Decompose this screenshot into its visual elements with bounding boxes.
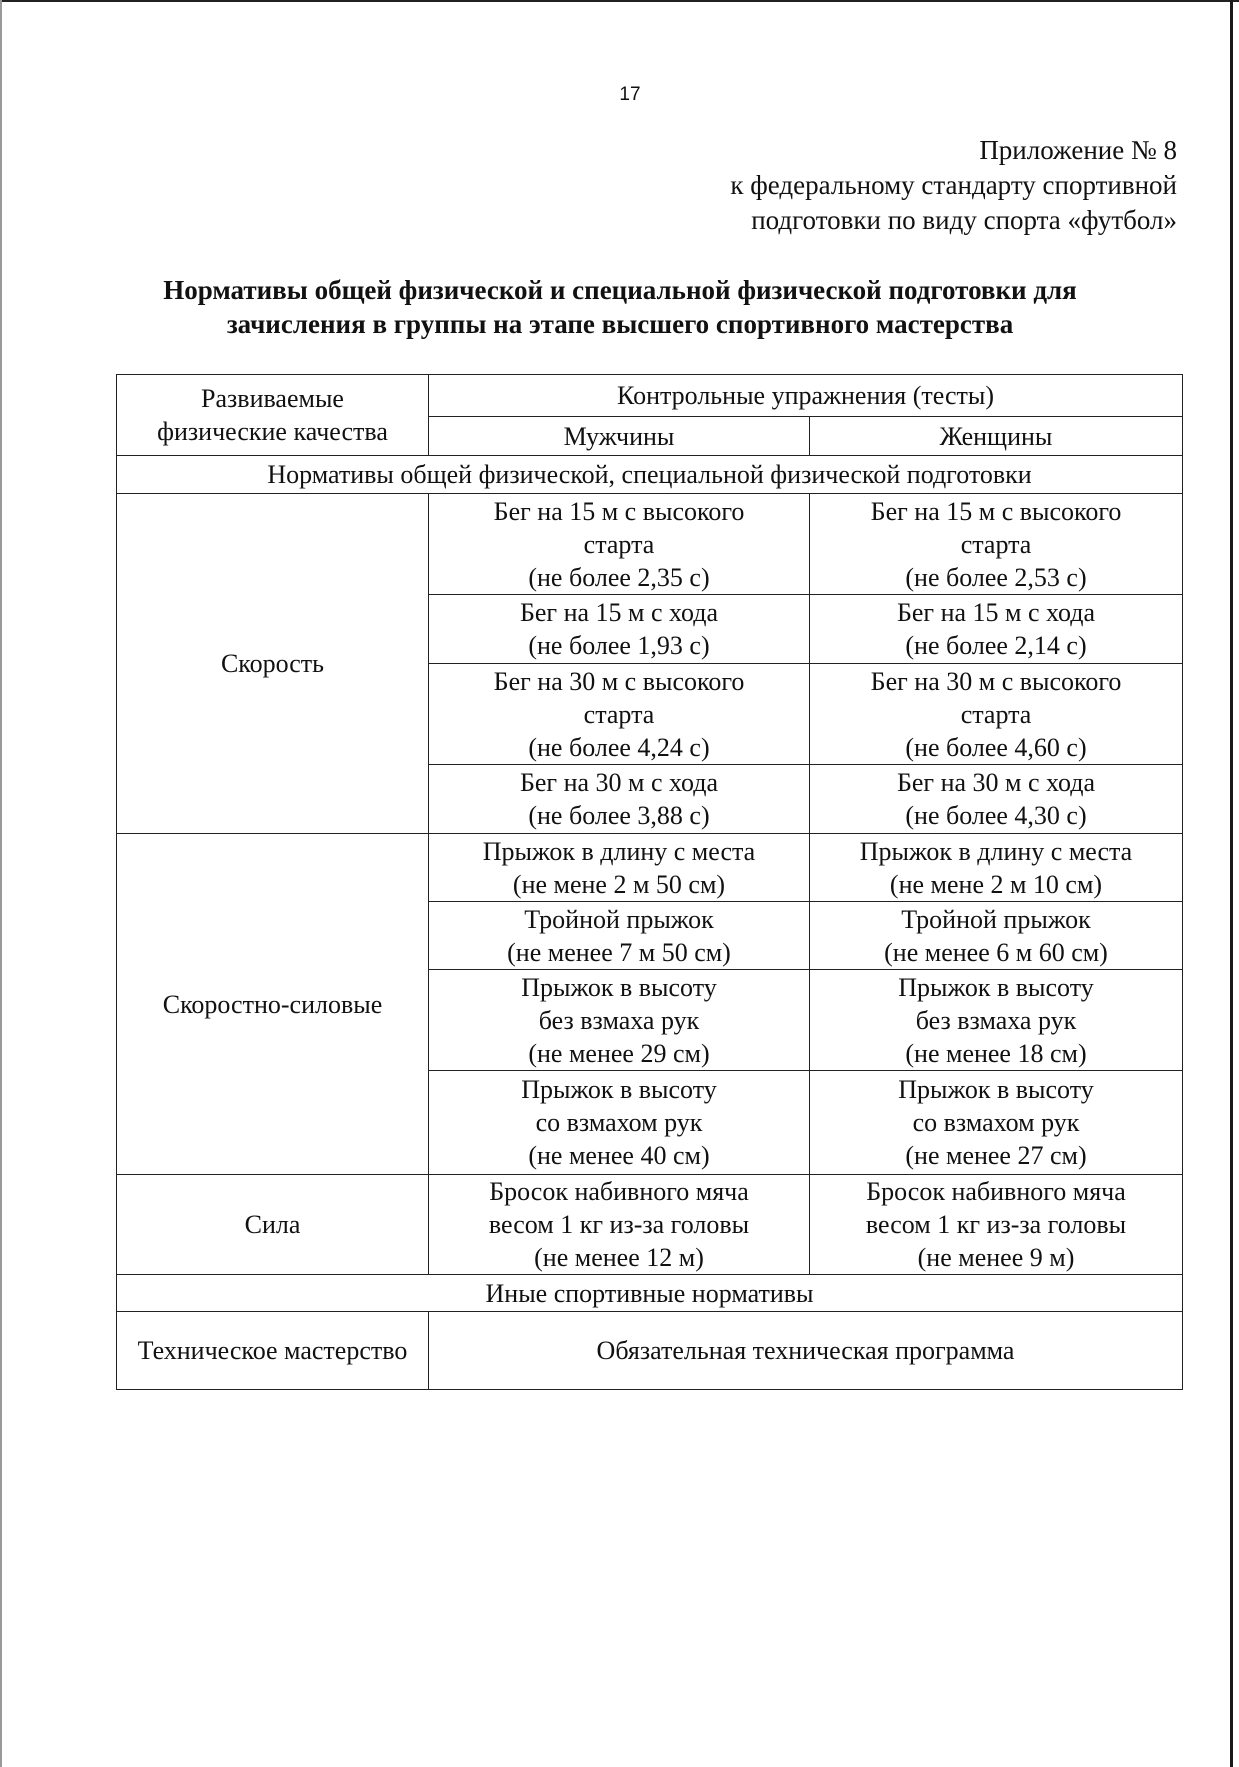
scan-edge-right (1230, 0, 1233, 1767)
cell-line: Прыжок в высоту (898, 1075, 1094, 1104)
scan-edge-left (0, 0, 2, 1767)
men-cell (429, 1175, 810, 1275)
cell-line: Прыжок в высоту (898, 972, 1094, 1002)
women-cell (810, 1071, 1183, 1175)
cell-line: старта (583, 699, 655, 729)
table-row (117, 494, 1183, 595)
cell-line: Бег на 30 м с высокого (870, 666, 1122, 696)
cell-line: Бег на 15 м с высокого (493, 496, 745, 526)
cell-line: (не более 2,14 с) (905, 631, 1087, 660)
appendix-line: к федеральному стандарту спортивной (730, 170, 1177, 200)
section-other-cell: Иные спортивные нормативы (117, 1275, 1183, 1312)
cell-line: старта (960, 529, 1032, 559)
header-women-cell: Женщины (810, 417, 1183, 456)
cell-line: Бег на 30 м с хода (519, 768, 719, 797)
cell-line: со взмахом рук (912, 1108, 1080, 1137)
cell-line: весом 1 кг из-за головы (865, 1210, 1127, 1239)
men-cell (429, 970, 810, 1071)
men-cell (429, 595, 810, 664)
cell-line: (не менее 40 см) (528, 1141, 710, 1170)
women-cell (810, 664, 1183, 765)
cell-line: со взмахом рук (535, 1108, 703, 1137)
cell-line: (не более 1,93 с) (528, 631, 710, 660)
women-cell (810, 1175, 1183, 1275)
section-row (117, 1275, 1183, 1312)
cell-line: (не менее 29 см) (528, 1038, 710, 1068)
women-cell (810, 494, 1183, 595)
cell-line: Бросок набивного мяча (489, 1177, 749, 1206)
cell-line: (не менее 9 м) (917, 1243, 1075, 1272)
cell-line: Прыжок в высоту (521, 1075, 717, 1104)
cell-line: Бросок набивного мяча (866, 1177, 1126, 1206)
header-tests-cell: Контрольные упражнения (тесты) (429, 375, 1183, 417)
cell-line: весом 1 кг из-за головы (488, 1210, 750, 1239)
cell-line: Тройной прыжок (524, 904, 714, 934)
quality-cell: Скорость (117, 494, 429, 834)
cell-line: без взмаха рук (915, 1005, 1077, 1035)
men-cell (429, 494, 810, 595)
header-qualities-line: Развиваемые (201, 384, 344, 413)
cell-line: (не менее 27 см) (905, 1141, 1087, 1170)
men-cell (429, 902, 810, 970)
header-qualities-line: физические качества (157, 417, 388, 446)
cell-line: (не мене 2 м 50 см) (512, 869, 726, 899)
technical-test-cell: Обязательная техническая программа (429, 1312, 1183, 1390)
quality-cell: Техническое мастерство (117, 1312, 429, 1390)
cell-line: старта (583, 529, 655, 559)
cell-line: Прыжок в высоту (521, 972, 717, 1002)
cell-line: Бег на 15 м с высокого (870, 496, 1122, 526)
cell-line: (не более 4,60 с) (905, 732, 1087, 762)
appendix-line: подготовки по виду спорта «футбол» (751, 205, 1177, 235)
women-cell (810, 765, 1183, 834)
appendix-line: Приложение № 8 (979, 135, 1177, 165)
cell-line: Прыжок в длину с места (482, 836, 756, 866)
title-line: зачисления в группы на этапе высшего спортивного мастерства (226, 309, 1014, 339)
cell-line: (не менее 6 м 60 см) (884, 937, 1108, 967)
section-general-cell: Нормативы общей физической, специальной физической подготовки (117, 456, 1183, 494)
table-row (117, 834, 1183, 902)
cell-line: (не более 2,53 с) (905, 562, 1087, 592)
cell-line: без взмаха рук (538, 1005, 700, 1035)
document-title (100, 273, 1140, 341)
cell-line: старта (960, 699, 1032, 729)
cell-line: (не более 2,35 с) (528, 562, 710, 592)
cell-line: Бег на 15 м с хода (896, 598, 1096, 627)
men-cell (429, 834, 810, 902)
cell-line: Прыжок в длину с места (859, 836, 1133, 866)
cell-line: (не менее 12 м) (534, 1243, 704, 1272)
cell-line: Бег на 30 м с хода (896, 768, 1096, 797)
men-cell (429, 664, 810, 765)
cell-line: (не более 3,88 с) (528, 801, 710, 830)
cell-line: (не мене 2 м 10 см) (889, 869, 1103, 899)
table-row (117, 1175, 1183, 1275)
scan-edge-top (0, 0, 1239, 2)
cell-line: Тройной прыжок (901, 904, 1091, 934)
women-cell (810, 834, 1183, 902)
section-row (117, 456, 1183, 494)
cell-line: Бег на 30 м с высокого (493, 666, 745, 696)
norms-table (116, 374, 1183, 1390)
quality-cell: Сила (117, 1175, 429, 1275)
quality-cell: Скоростно-силовые (117, 834, 429, 1175)
table-row (117, 1312, 1183, 1390)
title-line: Нормативы общей физической и специальной физической подготовки для (163, 275, 1077, 305)
men-cell (429, 1071, 810, 1175)
women-cell (810, 595, 1183, 664)
header-men-cell: Мужчины (429, 417, 810, 456)
cell-line: (не более 4,30 с) (905, 801, 1087, 830)
header-row (117, 375, 1183, 417)
page-number: 17 (619, 84, 641, 105)
women-cell (810, 902, 1183, 970)
cell-line: Бег на 15 м с хода (519, 598, 719, 627)
cell-line: (не более 4,24 с) (528, 732, 710, 762)
header-qualities-cell (117, 375, 429, 456)
women-cell (810, 970, 1183, 1071)
cell-line: (не менее 7 м 50 см) (507, 937, 731, 967)
appendix-caption (537, 133, 1177, 238)
cell-line: (не менее 18 см) (905, 1038, 1087, 1068)
men-cell (429, 765, 810, 834)
